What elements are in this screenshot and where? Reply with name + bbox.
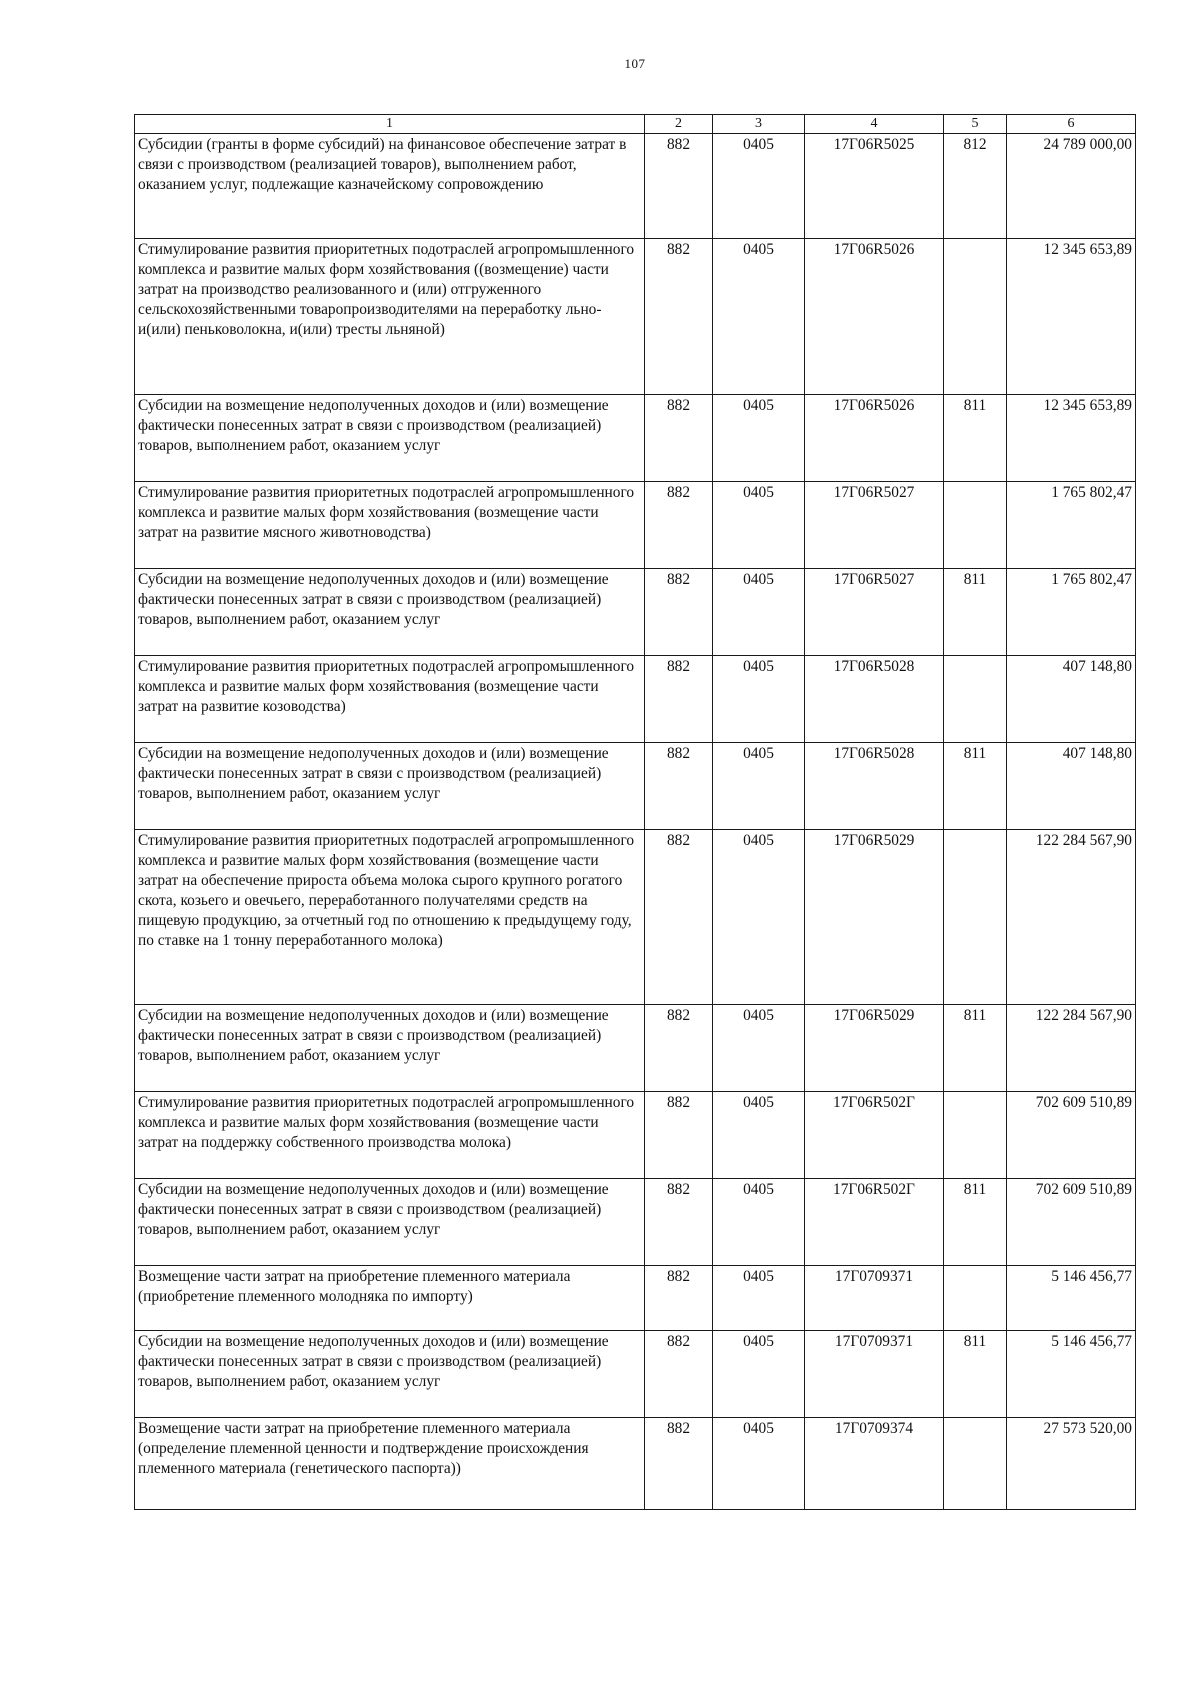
row-section-code: 0405 <box>713 239 805 395</box>
row-description: Возмещение части затрат на приобретение племенного материала (определение племенной ценности и подтверждение происхождения племенного материала (генетического паспорта)) <box>135 1418 645 1510</box>
row-section-code: 0405 <box>713 1179 805 1266</box>
table-row <box>135 1005 1136 1092</box>
row-chapter-code: 882 <box>645 134 713 239</box>
row-expense-type <box>944 830 1007 1005</box>
row-amount: 12 345 653,89 <box>1007 395 1136 482</box>
row-expense-type: 811 <box>944 1331 1007 1418</box>
row-section-code: 0405 <box>713 830 805 1005</box>
row-description: Субсидии на возмещение недополученных доходов и (или) возмещение фактически понесенных затрат в связи с производством (реализацией) товаров, выполнением работ, оказанием услуг <box>135 1331 645 1418</box>
row-expense-type <box>944 239 1007 395</box>
table-row <box>135 569 1136 656</box>
table-row <box>135 1179 1136 1266</box>
row-expense-type <box>944 482 1007 569</box>
row-expense-type <box>944 1418 1007 1510</box>
column-header: 5 <box>944 115 1007 134</box>
row-section-code: 0405 <box>713 482 805 569</box>
row-description: Стимулирование развития приоритетных подотраслей агропромышленного комплекса и развитие малых форм хозяйствования (возмещение части затрат на обеспечение прироста объема молока сырого крупного рогатого скота, козьего и овечьего, переработанного получателями средств на пищевую продукцию, за отчетный год по отношению к предыдущему году, по ставке на 1 тонну переработанного молока) <box>135 830 645 1005</box>
table-row <box>135 656 1136 743</box>
row-chapter-code: 882 <box>645 1092 713 1179</box>
row-expense-type: 811 <box>944 569 1007 656</box>
row-chapter-code: 882 <box>645 743 713 830</box>
row-target-article: 17Г06R5029 <box>805 1005 944 1092</box>
row-section-code: 0405 <box>713 743 805 830</box>
row-description: Субсидии на возмещение недополученных доходов и (или) возмещение фактически понесенных затрат в связи с производством (реализацией) товаров, выполнением работ, оказанием услуг <box>135 569 645 656</box>
row-target-article: 17Г06R5026 <box>805 395 944 482</box>
table-row <box>135 743 1136 830</box>
row-chapter-code: 882 <box>645 1266 713 1331</box>
table-body <box>135 134 1136 1510</box>
row-expense-type <box>944 1266 1007 1331</box>
table-row <box>135 482 1136 569</box>
row-description: Субсидии на возмещение недополученных доходов и (или) возмещение фактически понесенных затрат в связи с производством (реализацией) товаров, выполнением работ, оказанием услуг <box>135 395 645 482</box>
row-amount: 5 146 456,77 <box>1007 1266 1136 1331</box>
row-amount: 27 573 520,00 <box>1007 1418 1136 1510</box>
table-row <box>135 830 1136 1005</box>
table-row <box>135 239 1136 395</box>
row-amount: 407 148,80 <box>1007 656 1136 743</box>
row-chapter-code: 882 <box>645 482 713 569</box>
row-chapter-code: 882 <box>645 239 713 395</box>
row-target-article: 17Г06R502Г <box>805 1092 944 1179</box>
row-section-code: 0405 <box>713 395 805 482</box>
table-row <box>135 1092 1136 1179</box>
row-section-code: 0405 <box>713 569 805 656</box>
table-row <box>135 1266 1136 1331</box>
row-description: Стимулирование развития приоритетных подотраслей агропромышленного комплекса и развитие малых форм хозяйствования (возмещение части затрат на развитие козоводства) <box>135 656 645 743</box>
column-header: 1 <box>135 115 645 134</box>
row-amount: 12 345 653,89 <box>1007 239 1136 395</box>
row-section-code: 0405 <box>713 1005 805 1092</box>
row-chapter-code: 882 <box>645 1179 713 1266</box>
column-header: 2 <box>645 115 713 134</box>
row-chapter-code: 882 <box>645 1331 713 1418</box>
row-description: Стимулирование развития приоритетных подотраслей агропромышленного комплекса и развитие малых форм хозяйствования ((возмещение) части затрат на производство реализованного и (или) отгруженного сельскохозяйственными товаропроизводителями на переработку льно- и(или) пеньковолокна, и(или) тресты льняной) <box>135 239 645 395</box>
table-row <box>135 1418 1136 1510</box>
row-chapter-code: 882 <box>645 1418 713 1510</box>
column-header: 4 <box>805 115 944 134</box>
row-amount: 407 148,80 <box>1007 743 1136 830</box>
row-expense-type <box>944 656 1007 743</box>
row-description: Субсидии (гранты в форме субсидий) на финансовое обеспечение затрат в связи с производством (реализацией товаров), выполнением работ, оказанием услуг, подлежащие казначейскому сопровождению <box>135 134 645 239</box>
column-header: 3 <box>713 115 805 134</box>
row-description: Субсидии на возмещение недополученных доходов и (или) возмещение фактически понесенных затрат в связи с производством (реализацией) товаров, выполнением работ, оказанием услуг <box>135 1005 645 1092</box>
row-section-code: 0405 <box>713 134 805 239</box>
table-header-row <box>135 115 1136 134</box>
row-target-article: 17Г06R5027 <box>805 482 944 569</box>
row-amount: 24 789 000,00 <box>1007 134 1136 239</box>
row-description: Стимулирование развития приоритетных подотраслей агропромышленного комплекса и развитие малых форм хозяйствования (возмещение части затрат на развитие мясного животноводства) <box>135 482 645 569</box>
row-chapter-code: 882 <box>645 395 713 482</box>
row-target-article: 17Г06R5026 <box>805 239 944 395</box>
row-description: Субсидии на возмещение недополученных доходов и (или) возмещение фактически понесенных затрат в связи с производством (реализацией) товаров, выполнением работ, оказанием услуг <box>135 1179 645 1266</box>
row-amount: 1 765 802,47 <box>1007 482 1136 569</box>
row-target-article: 17Г0709374 <box>805 1418 944 1510</box>
row-chapter-code: 882 <box>645 830 713 1005</box>
table-row <box>135 395 1136 482</box>
row-expense-type: 811 <box>944 743 1007 830</box>
row-amount: 702 609 510,89 <box>1007 1092 1136 1179</box>
row-target-article: 17Г06R5027 <box>805 569 944 656</box>
row-target-article: 17Г06R5029 <box>805 830 944 1005</box>
page-number: 107 <box>624 56 646 71</box>
row-amount: 122 284 567,90 <box>1007 830 1136 1005</box>
row-amount: 1 765 802,47 <box>1007 569 1136 656</box>
row-chapter-code: 882 <box>645 569 713 656</box>
row-target-article: 17Г06R5028 <box>805 656 944 743</box>
row-section-code: 0405 <box>713 1092 805 1179</box>
row-amount: 5 146 456,77 <box>1007 1331 1136 1418</box>
row-description: Субсидии на возмещение недополученных доходов и (или) возмещение фактически понесенных затрат в связи с производством (реализацией) товаров, выполнением работ, оказанием услуг <box>135 743 645 830</box>
row-chapter-code: 882 <box>645 1005 713 1092</box>
row-section-code: 0405 <box>713 1266 805 1331</box>
row-amount: 122 284 567,90 <box>1007 1005 1136 1092</box>
row-description: Стимулирование развития приоритетных подотраслей агропромышленного комплекса и развитие малых форм хозяйствования (возмещение части затрат на поддержку собственного производства молока) <box>135 1092 645 1179</box>
row-description: Возмещение части затрат на приобретение племенного материала (приобретение племенного молодняка по импорту) <box>135 1266 645 1331</box>
row-target-article: 17Г06R5028 <box>805 743 944 830</box>
row-expense-type <box>944 1092 1007 1179</box>
row-target-article: 17Г06R502Г <box>805 1179 944 1266</box>
row-target-article: 17Г0709371 <box>805 1331 944 1418</box>
table-row <box>135 134 1136 239</box>
row-amount: 702 609 510,89 <box>1007 1179 1136 1266</box>
row-section-code: 0405 <box>713 1331 805 1418</box>
row-section-code: 0405 <box>713 1418 805 1510</box>
row-expense-type: 812 <box>944 134 1007 239</box>
budget-table <box>134 114 1136 1510</box>
table-row <box>135 1331 1136 1418</box>
row-expense-type: 811 <box>944 395 1007 482</box>
row-target-article: 17Г06R5025 <box>805 134 944 239</box>
column-header: 6 <box>1007 115 1136 134</box>
row-expense-type: 811 <box>944 1005 1007 1092</box>
row-target-article: 17Г0709371 <box>805 1266 944 1331</box>
row-expense-type: 811 <box>944 1179 1007 1266</box>
row-section-code: 0405 <box>713 656 805 743</box>
row-chapter-code: 882 <box>645 656 713 743</box>
